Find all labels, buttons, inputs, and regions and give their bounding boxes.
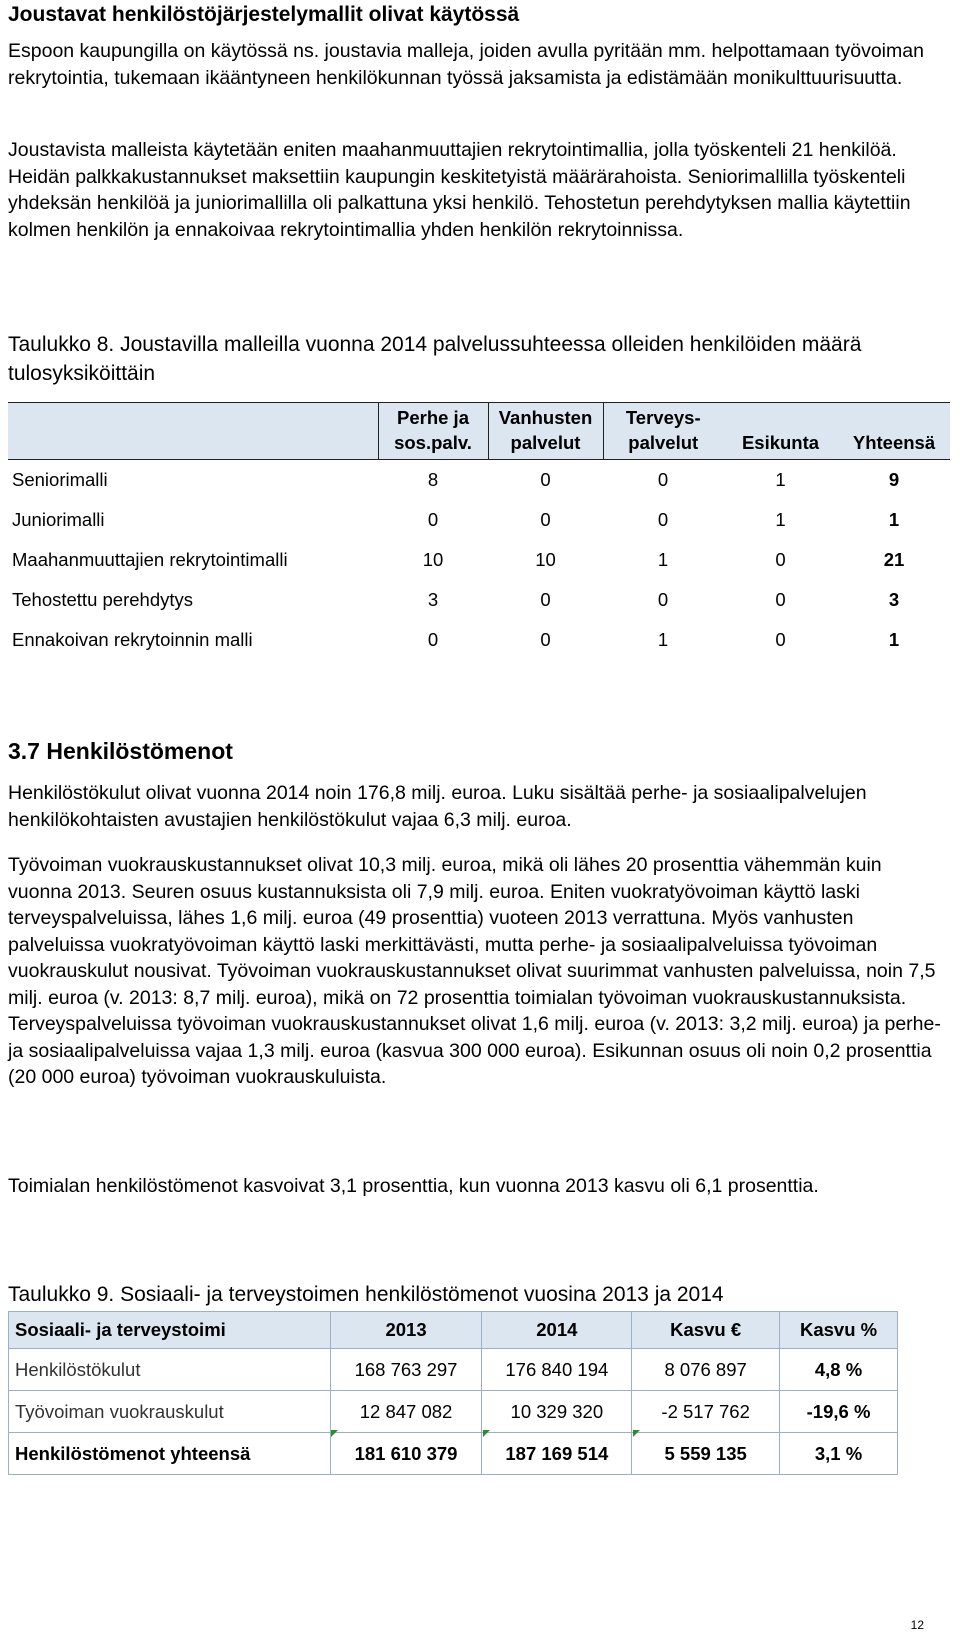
cell-growth-eur: 5 559 135 [632, 1433, 780, 1475]
table9-header-row [9, 1312, 898, 1349]
cell-2014: 10 329 320 [482, 1391, 632, 1433]
table9-header-2014: 2014 [482, 1312, 632, 1349]
table9-header-2013: 2013 [330, 1312, 482, 1349]
table8-caption: Taulukko 8. Joustavilla malleilla vuonna 2014 palvelussuhteessa olleiden henkilöiden määrä tulosyksiköittäin [8, 333, 862, 385]
cell-growth-pct: 4,8 % [780, 1349, 898, 1391]
table9-header-growth-pct: Kasvu % [780, 1312, 898, 1349]
cell-2013: 181 610 379 [330, 1433, 482, 1475]
cell-comment-marker [483, 1430, 490, 1437]
section2-paragraph-2 [8, 852, 948, 1091]
row-label: Henkilöstökulut [9, 1349, 331, 1391]
cell: 8 [427, 469, 439, 490]
table9 [8, 1311, 898, 1475]
table-row [9, 1349, 898, 1391]
row-total: 9 [888, 469, 900, 490]
cell-growth-pct: 3,1 % [780, 1433, 898, 1475]
cell: 1 [775, 509, 786, 530]
cell: 0 [540, 469, 551, 490]
row-label: Ennakoivan rekrytoinnin malli [12, 629, 253, 650]
row-label: Juniorimalli [12, 509, 105, 530]
intro-paragraph-1 [8, 38, 948, 91]
cell: 1 [657, 549, 669, 570]
table8-header-blank [8, 403, 378, 460]
row-total: 3 [888, 589, 900, 610]
row-label: Työvoiman vuokrauskulut [9, 1391, 331, 1433]
table8 [8, 402, 950, 660]
table9-header-label: Sosiaali- ja terveystoimi [9, 1312, 331, 1349]
cell: 1 [775, 469, 786, 490]
table8-header-vanhusten: Vanhusten palvelut [488, 403, 603, 460]
page-number: 12 [910, 1618, 924, 1632]
cell: 1 [657, 629, 669, 650]
cell: 0 [657, 589, 669, 610]
cell: 0 [540, 629, 551, 650]
table-row [8, 540, 950, 580]
cell: 0 [540, 589, 551, 610]
table-row [8, 620, 950, 660]
cell-2014: 187 169 514 [482, 1433, 632, 1475]
row-label: Seniorimalli [12, 469, 108, 490]
intro-paragraph-text: Espoon kaupungilla on käytössä ns. joustavia malleja, joiden avulla pyritään mm. helpottamaan työvoiman rekrytointia, tukemaan ikääntyneen henkilökunnan työssä jaksamista ja edistämään monikulttuurisuutta. [8, 40, 924, 89]
table-row [9, 1391, 898, 1433]
section2-paragraph-1 [8, 780, 948, 833]
cell: 0 [657, 469, 669, 490]
cell-growth-eur: 8 076 897 [632, 1349, 780, 1391]
table9-caption: Taulukko 9. Sosiaali- ja terveystoimen henkilöstömenot vuosina 2013 ja 2014 [8, 1283, 724, 1306]
row-total: 1 [888, 509, 900, 530]
section2-paragraph-text: Henkilöstökulut olivat vuonna 2014 noin 176,8 milj. euroa. Luku sisältää perhe- ja sosiaalipalvelujen henkilökohtaisten avustajien henkilöstökulut vajaa 6,3 milj. euroa. [8, 782, 867, 831]
row-label: Henkilöstömenot yhteensä [9, 1433, 331, 1475]
section-heading: Joustavat henkilöstöjärjestelymallit olivat käytössä [8, 3, 520, 26]
row-total: 21 [883, 549, 905, 570]
intro-paragraph-2 [8, 137, 948, 243]
cell-2013: 168 763 297 [330, 1349, 482, 1391]
section2-heading: 3.7 Henkilöstömenot [8, 738, 233, 764]
cell-comment-marker [331, 1430, 338, 1437]
cell: 10 [535, 549, 556, 570]
table8-header-yhteensa: Yhteensä [838, 403, 950, 460]
table8-header-row [8, 403, 950, 460]
section2-paragraph-text: Toimialan henkilöstömenot kasvoivat 3,1 prosenttia, kun vuonna 2013 kasvu oli 6,1 prosenttia. [8, 1175, 819, 1197]
cell: 0 [427, 629, 439, 650]
cell: 0 [775, 629, 786, 650]
cell: 0 [657, 509, 669, 530]
table9-header-growth-eur: Kasvu € [632, 1312, 780, 1349]
cell: 0 [427, 509, 439, 530]
table8-header-esikunta: Esikunta [723, 403, 838, 460]
table8-header-terveys: Terveys-palvelut [603, 403, 723, 460]
row-label: Maahanmuuttajien rekrytointimalli [12, 549, 288, 570]
table-row [8, 580, 950, 620]
cell: 0 [540, 509, 551, 530]
cell-growth-eur: -2 517 762 [632, 1391, 780, 1433]
table-row [8, 500, 950, 540]
cell: 3 [427, 589, 439, 610]
cell: 0 [775, 549, 786, 570]
cell-2013: 12 847 082 [330, 1391, 482, 1433]
row-label: Tehostettu perehdytys [12, 589, 193, 610]
cell: 0 [775, 589, 786, 610]
cell: 10 [422, 549, 444, 570]
table-row [8, 460, 950, 501]
cell-2014: 176 840 194 [482, 1349, 632, 1391]
row-total: 1 [888, 629, 900, 650]
table-row-total [9, 1433, 898, 1475]
section2-paragraph-text: Työvoiman vuokrauskustannukset olivat 10,3 milj. euroa, mikä oli lähes 20 prosenttia vähemmän kuin vuonna 2013. Seuren osuus kustannuksista oli 7,9 milj. euroa. Eniten vuokratyövoiman käyttö laski terveyspalveluissa, lähes 1,6 milj. euroa (49 prosenttia) vuoteen 2013 verrattuna. Myös vanhusten palveluissa vuokratyövoiman käyttö laski merkittävästi, mutta perhe- ja sosiaalipalveluissa työvoiman vuokrauskulut nousivat. Työvoiman vuokrauskustannukset olivat suurimmat vanhusten palveluissa, noin 7,5 milj. euroa (v. 2013: 8,7 milj. euroa), mikä on 72 prosenttia toimialan työvoiman vuokrauskustannuksista. Terveyspalveluissa työvoiman vuokrauskustannukset olivat 1,6 milj. euroa (v. 2013: 3,2 milj. euroa) ja perhe- ja sosiaalipalveluissa vajaa 1,3 milj. euroa (kasvua 300 000 euroa). Esikunnan osuus oli noin 0,2 prosenttia (20 000 euroa) työvoiman vuokrauskuluista. [8, 854, 941, 1088]
intro-paragraph-text: Joustavista malleista käytetään eniten maahanmuuttajien rekrytointimallia, jolla työskenteli 21 henkilöä. Heidän palkkakustannukset maksettiin kaupungin keskitetyistä määrärahoista. Seniorimallilla työskenteli yhdeksän henkilöä ja juniorimallilla oli palkattuna yksi henkilö. Tehostetun perehdytyksen mallia käytettiin kolmen henkilön ja ennakoivaa rekrytointimallia yhden henkilön rekrytoinnissa. [8, 139, 911, 241]
section2-paragraph-3 [8, 1173, 948, 1200]
table8-header-perhe: Perhe ja sos.palv. [378, 403, 488, 460]
cell-comment-marker [633, 1430, 640, 1437]
cell-growth-pct: -19,6 % [780, 1391, 898, 1433]
